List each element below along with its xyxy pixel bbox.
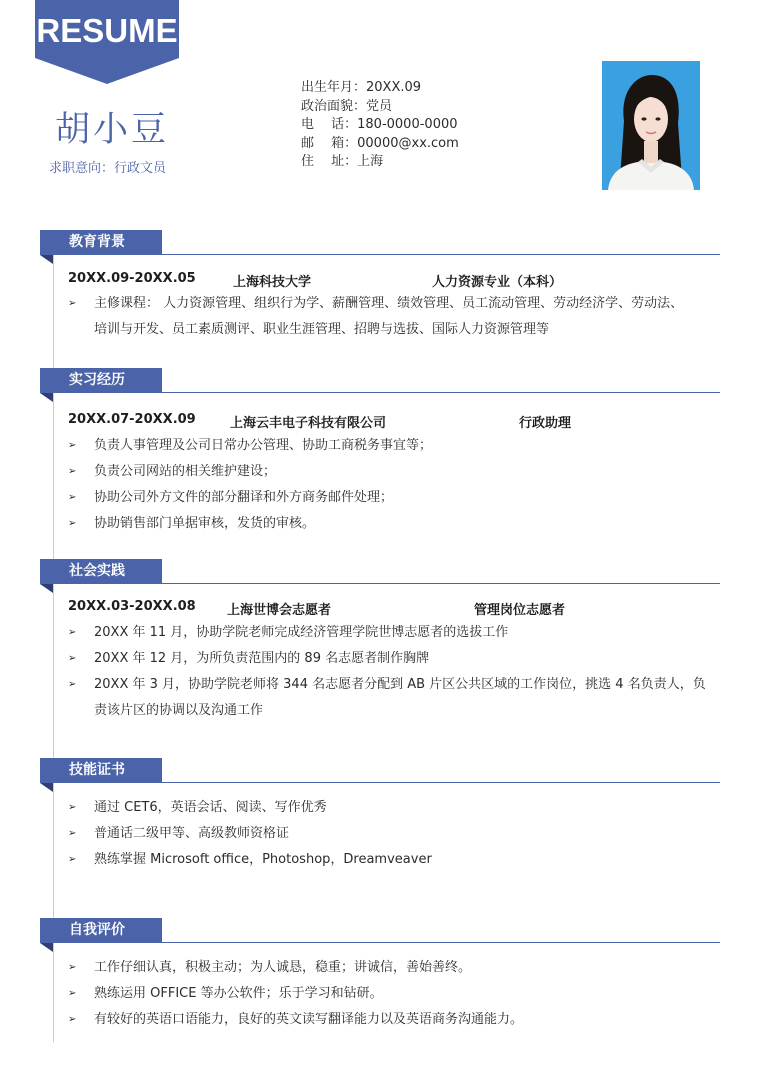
info-address: 住 址：上海 (301, 154, 384, 169)
arrow-bullet-icon: ➢ (68, 518, 77, 529)
list-item: ➢ 主修课程： 人力资源管理、组织行为学、薪酬管理、绩效管理、员工流动管理、劳动经济学、劳动法、 (68, 291, 718, 317)
internship-rule (162, 392, 720, 393)
social-role: 管理岗位志愿者 (474, 603, 566, 618)
social-header-fold (40, 584, 53, 593)
skills-title: 技能证书 (69, 762, 125, 778)
portrait-photo (602, 61, 700, 190)
list-item: ➢ 20XX 年 3 月，协助学院老师将 344 名志愿者分配到 AB 片区公共区域的工作岗位，挑选 4 名负责人，负 (68, 672, 718, 698)
education-rule (162, 254, 720, 255)
job-intent: 求职意向：行政文员 (49, 161, 167, 176)
arrow-bullet-icon: ➢ (68, 298, 77, 309)
internship-company: 上海云丰电子科技有限公司 (230, 416, 387, 431)
internship-header-fold (40, 393, 53, 402)
education-title: 教育背景 (69, 234, 125, 250)
internship-role: 行政助理 (519, 416, 572, 431)
info-birth: 出生年月：20XX.09 (301, 80, 422, 95)
list-item: ➢ 熟练掌握 Microsoft office，Photoshop，Dreamveaver (68, 847, 718, 873)
list-item: ➢ 协助公司外方文件的部分翻译和外方商务邮件处理； (68, 485, 718, 511)
info-political: 政治面貌：党员 (301, 98, 393, 114)
social-title: 社会实践 (69, 563, 125, 579)
arrow-bullet-icon: ➢ (68, 440, 77, 451)
list-item: ➢ 负责人事管理及公司日常办公管理、协助工商税务事宜等； (68, 433, 718, 459)
education-header-fold (40, 255, 53, 264)
arrow-bullet-icon: ➢ (68, 828, 77, 839)
portrait-photo-icon (602, 61, 700, 190)
list-item: ➢ 20XX 年 11 月，协助学院老师完成经济管理学院世博志愿者的选拔工作 (68, 620, 718, 646)
skills-header-fold (40, 783, 53, 792)
arrow-bullet-icon: ➢ (68, 962, 77, 973)
internship-date: 20XX.07-20XX.09 (68, 412, 196, 427)
list-item: ➢ 工作仔细认真，积极主动；为人诚恳，稳重；讲诚信，善始善终。 (68, 955, 718, 981)
arrow-bullet-icon: ➢ (68, 802, 77, 813)
arrow-bullet-icon: ➢ (68, 492, 77, 503)
arrow-bullet-icon: ➢ (68, 854, 77, 865)
self-header-fold (40, 943, 53, 952)
info-phone: 电 话：180-0000-0000 (301, 117, 458, 132)
list-item: ➢ 负责公司网站的相关维护建设； (68, 459, 718, 485)
arrow-bullet-icon: ➢ (68, 653, 77, 664)
resume-badge (35, 0, 179, 84)
list-item: ➢ 有较好的英语口语能力，良好的英文读写翻译能力以及英语商务沟通能力。 (68, 1007, 718, 1033)
badge-text: RESUME (36, 12, 178, 49)
candidate-name: 胡小豆 (55, 110, 170, 150)
self-rule (162, 942, 720, 943)
internship-title: 实习经历 (69, 372, 125, 388)
social-org: 上海世博会志愿者 (227, 603, 332, 618)
social-date: 20XX.03-20XX.08 (68, 599, 196, 614)
list-item-continuation: 责该片区的协调以及沟通工作 (94, 703, 264, 718)
skills-rule (162, 782, 720, 783)
self-title: 自我评价 (69, 922, 125, 938)
social-rule (162, 583, 720, 584)
education-date: 20XX.09-20XX.05 (68, 271, 196, 286)
list-item: ➢ 熟练运用 OFFICE 等办公软件；乐于学习和钻研。 (68, 981, 718, 1007)
list-item: ➢ 20XX 年 12 月，为所负责范围内的 89 名志愿者制作胸牌 (68, 646, 718, 672)
education-school: 上海科技大学 (233, 275, 312, 290)
arrow-bullet-icon: ➢ (68, 627, 77, 638)
list-item: ➢ 普通话二级甲等、高级教师资格证 (68, 821, 718, 847)
personal-info (301, 79, 459, 172)
arrow-bullet-icon: ➢ (68, 679, 77, 690)
arrow-bullet-icon: ➢ (68, 466, 77, 477)
arrow-bullet-icon: ➢ (68, 1014, 77, 1025)
list-item: ➢ 通过 CET6，英语会话、阅读、写作优秀 (68, 795, 718, 821)
arrow-bullet-icon: ➢ (68, 988, 77, 999)
education-major: 人力资源专业（本科） (432, 275, 563, 290)
info-email: 邮 箱：00000@xx.com (301, 135, 459, 151)
list-item: ➢ 协助销售部门单据审核，发货的审核。 (68, 511, 718, 537)
list-item-continuation: 培训与开发、员工素质测评、职业生涯管理、招聘与选拔、国际人力资源管理等 (94, 322, 550, 337)
